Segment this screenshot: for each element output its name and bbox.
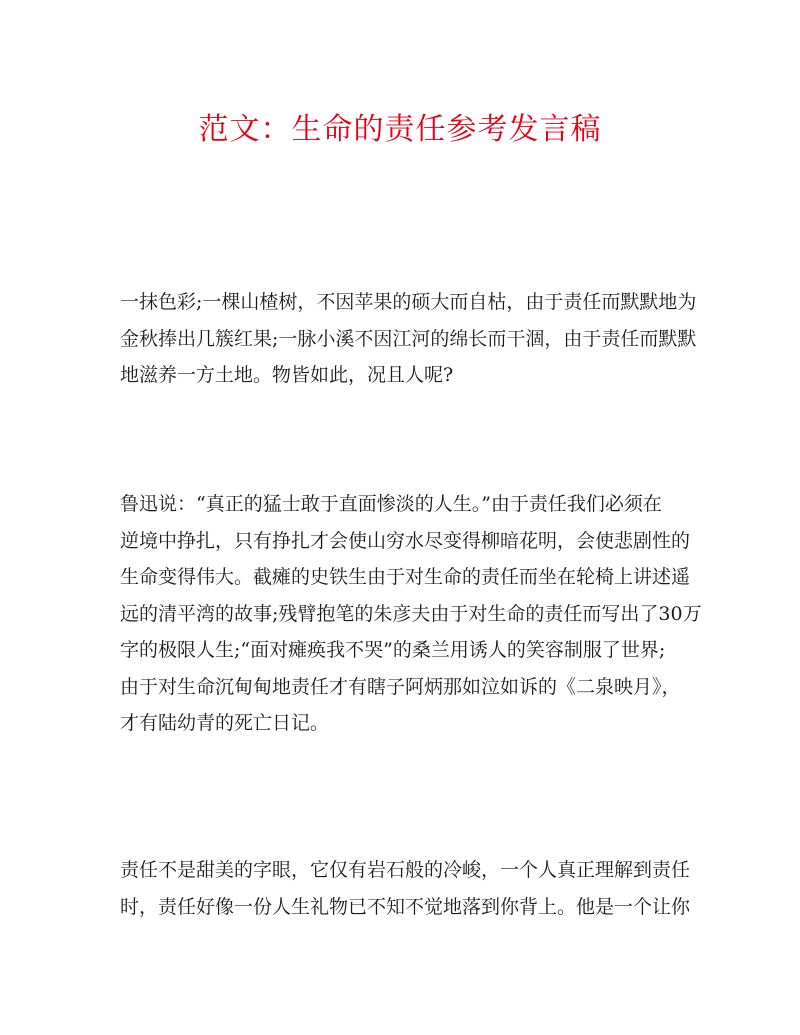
paragraph-1: [120, 284, 697, 394]
paragraph-line: 一抹色彩;一棵山楂树，不因苹果的硕大而自枯，由于责任而默默地为: [120, 291, 697, 313]
paragraph-line: 由于对生命沉甸甸地责任才有瞎子阿炳那如泣如诉的《二泉映月》，: [120, 675, 681, 698]
paragraph-line: 逆境中挣扎，只有挣扎才会使山穷水尽变得柳暗花明，会使悲剧性的: [120, 529, 691, 552]
paragraph-line: 责任不是甜美的字眼，它仅有岩石般的冷峻，一个人真正理解到责任: [120, 859, 691, 881]
paragraph-line: 字的极限人生;“面对瘫痪我不哭”的桑兰用诱人的笑容制服了世界;: [120, 639, 666, 661]
paragraph-line: 金秋捧出几簇红果;一脉小溪不因江河的绵长而干涸，由于责任而默默: [120, 327, 697, 350]
paragraph-line: 鲁迅说：“真正的猛士敢于直面惨淡的人生。”由于责任我们必须在: [120, 493, 662, 515]
document-title: 范文：生命的责任参考发言稿: [198, 112, 602, 147]
paragraph-line: 时，责任好像一份人生礼物已不知不觉地落到你背上。他是一个让你: [120, 895, 691, 918]
paragraph-2: [120, 486, 702, 742]
paragraph-line: 才有陆幼青的死亡日记。: [120, 712, 330, 734]
paragraph-line: 地滋养一方土地。物皆如此，况且人呢?: [120, 364, 454, 386]
paragraph-3: [120, 852, 691, 925]
paragraph-line: 远的清平湾的故事;残臂抱笔的朱彦夫由于对生命的责任而写出了30万: [120, 602, 702, 625]
paragraph-line: 生命变得伟大。截瘫的史铁生由于对生命的责任而坐在轮椅上讲述遥: [120, 566, 691, 588]
